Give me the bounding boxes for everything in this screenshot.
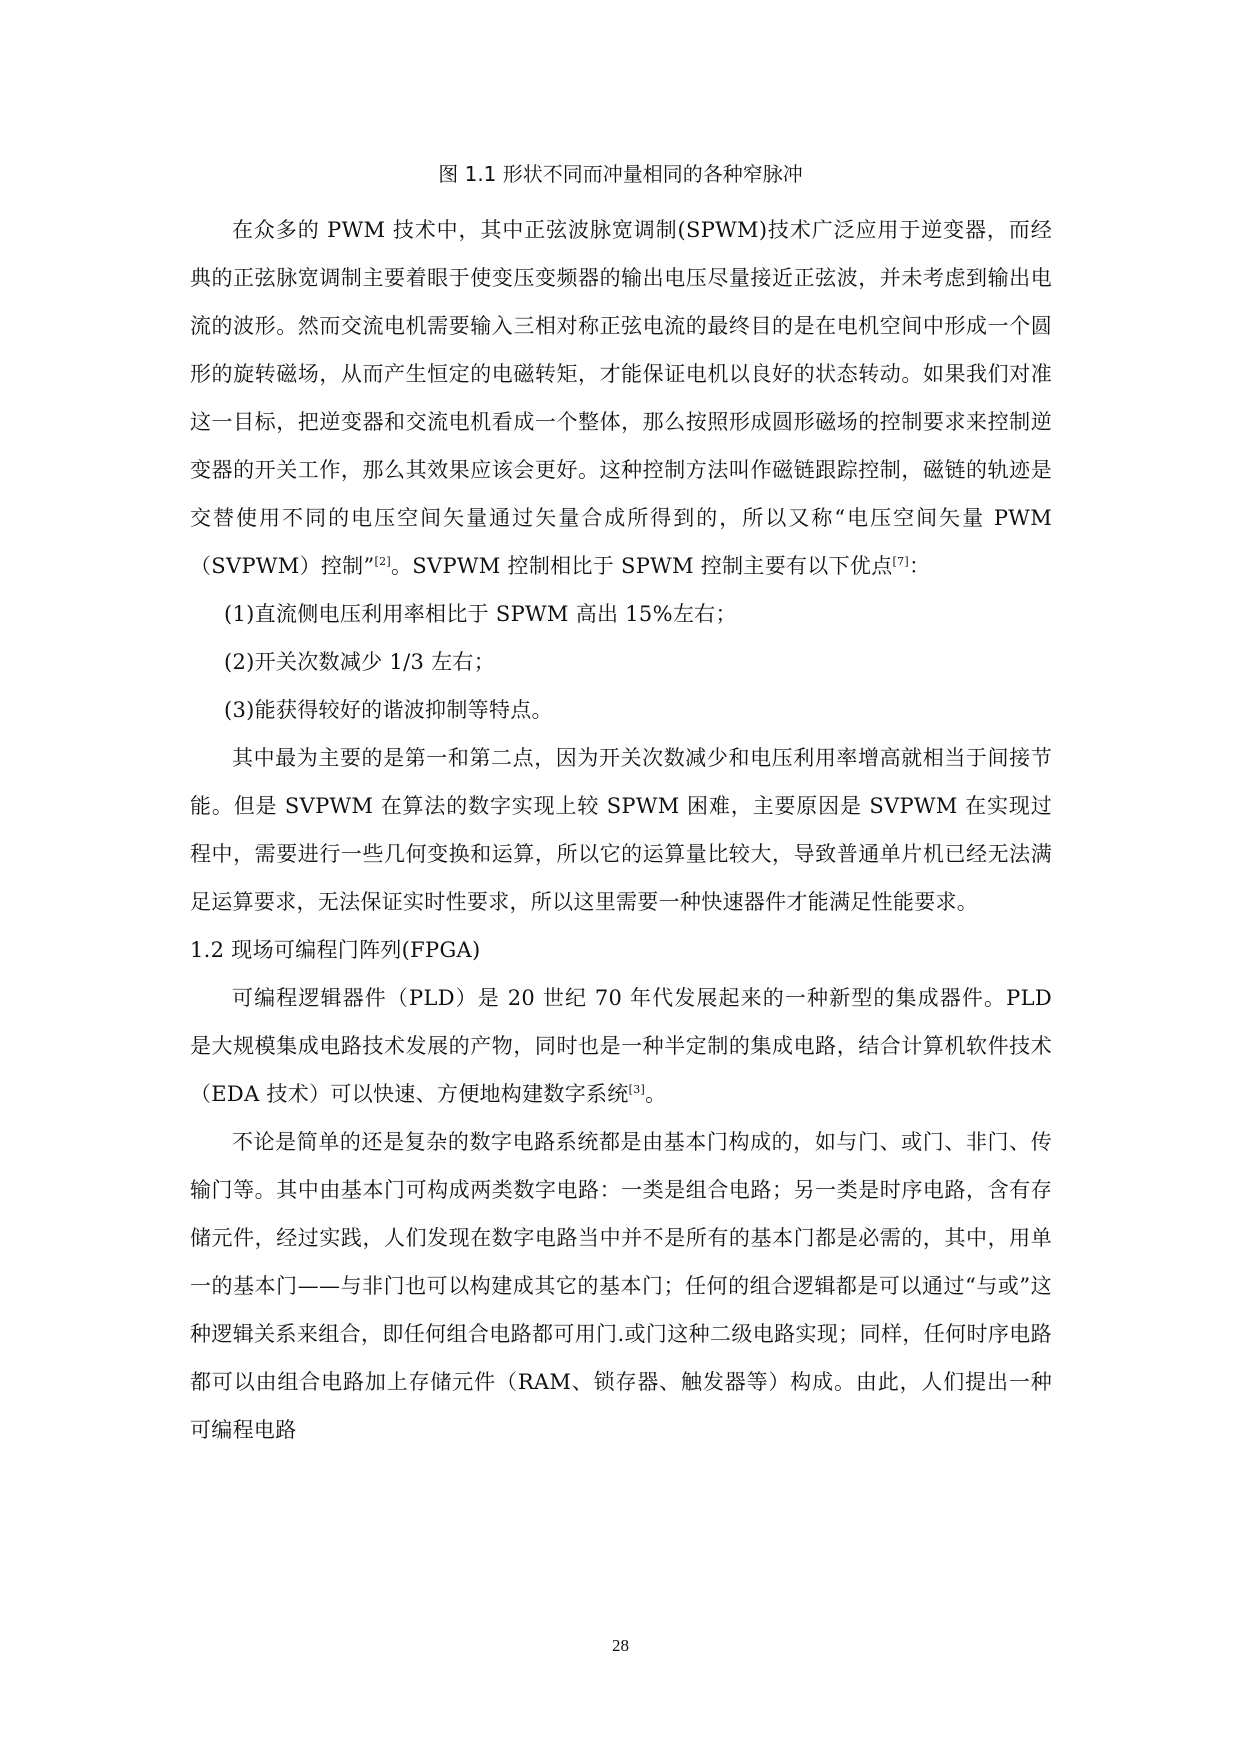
paragraph-pwm [190,206,1052,590]
paragraph-pwm-text: 在众多的 PWM 技术中，其中正弦波脉宽调制(SPWM)技术广泛应用于逆变器，而经典的正弦脉宽调制主要着眼于使变压变频器的输出电压尽量接近正弦波，并未考虑到输出电流的波形。然而交流电机需要输入三相对称正弦电流的最终目的是在电机空间中形成一个圆形的旋转磁场，从而产生恒定的电磁转矩，才能保证电机以良好的状态转动。如果我们对准这一目标，把逆变器和交流电机看成一个整体，那么按照形成圆形磁场的控制要求来控制逆变器的开关工作，那么其效果应该会更好。这种控制方法叫作磁链跟踪控制，磁链的轨迹是交替使用不同的电压空间矢量通过矢量合成所得到的，所以又称“电压空间矢量 PWM（SVPWM）控制” [190,218,1052,578]
citation-ref: [7] [892,555,909,568]
figure-caption: 图 1.1 形状不同而冲量相同的各种窄脉冲 [438,162,803,186]
paragraph-pld [190,974,1052,1118]
list-item: (2)开关次数减少 1/3 左右； [224,650,495,674]
section-heading: 1.2 现场可编程门阵列(FPGA) [190,938,481,962]
paragraph-pld-text-2: 。 [645,1082,667,1106]
paragraph-svpwm: 其中最为主要的是第一和第二点，因为开关次数减少和电压利用率增高就相当于间接节能。但是 SVPWM 在算法的数字实现上较 SPWM 困难，主要原因是 SVPWM 在实现过程中，需要进行一些几何变换和运算，所以它的运算量比较大，导致普通单片机已经无法满足运算要求，无法保证实时性要求，所以这里需要一种快速器件才能满足性能要求。 [190,746,1052,914]
citation-ref: [3] [628,1083,646,1096]
paragraph-digital-circuits: 不论是简单的还是复杂的数字电路系统都是由基本门构成的，如与门、或门、非门、传输门等。其中由基本门可构成两类数字电路：一类是组合电路；另一类是时序电路，含有存储元件，经过实践，人们发现在数字电路当中并不是所有的基本门都是必需的，其中，用单一的基本门——与非门也可以构建成其它的基本门；任何的组合逻辑都是可以通过“与或”这种逻辑关系来组合，即任何组合电路都可用门.或门这种二级电路实现；同样，任何时序电路都可以由组合电路加上存储元件（RAM、锁存器、触发器等）构成。由此，人们提出一种可编程电路 [190,1130,1052,1442]
citation-ref: [2] [374,555,391,568]
body-text [190,206,1052,1454]
page-number: 28 [612,1636,629,1655]
list-item: (1)直流侧电压利用率相比于 SPWM 高出 15%左右； [224,602,737,626]
paragraph-pwm-text-3: ： [908,554,931,578]
paragraph-pld-text: 可编程逻辑器件（PLD）是 20 世纪 70 年代发展起来的一种新型的集成器件。PLD 是大规模集成电路技术发展的产物，同时也是一种半定制的集成电路，结合计算机软件技术（EDA 技术）可以快速、方便地构建数字系统 [190,986,1052,1106]
list-item: (3)能获得较好的谐波抑制等特点。 [224,698,553,722]
paragraph-pwm-text-2: 。SVPWM 控制相比于 SPWM 控制主要有以下优点 [391,554,893,578]
